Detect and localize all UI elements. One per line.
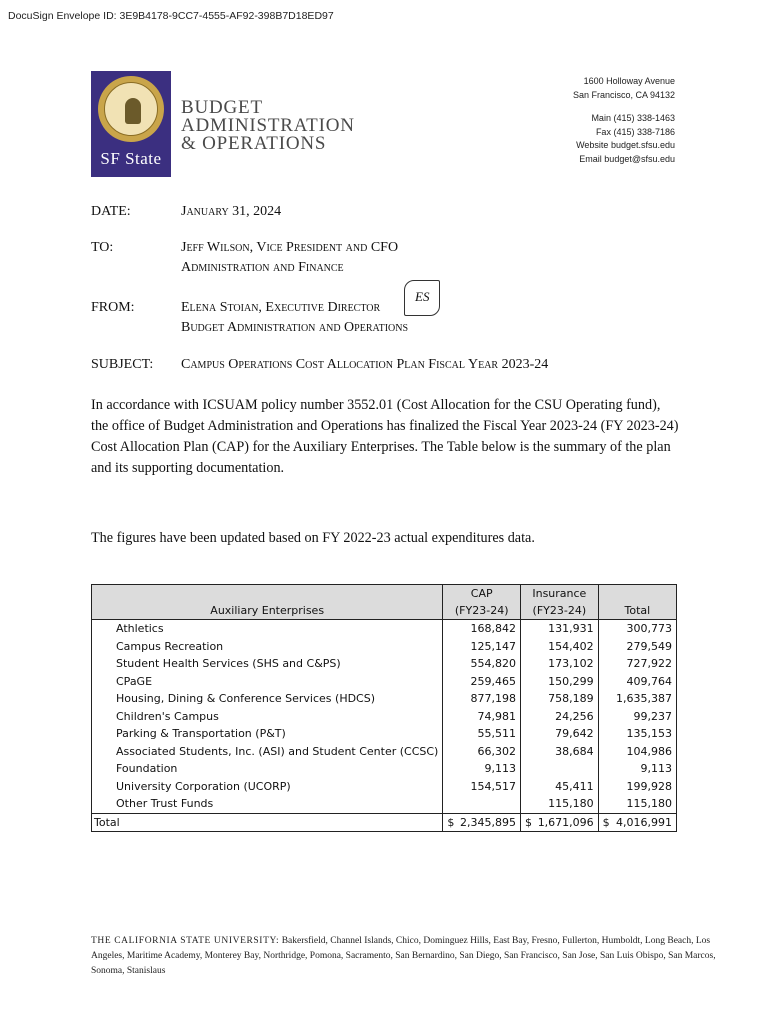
row-insurance: 79,642 [521,725,599,743]
row-name: Housing, Dining & Conference Services (HDCS) [92,690,443,708]
from-label: FROM: [91,300,135,315]
table-total-row [92,813,677,832]
seal-emblem-icon [98,76,164,142]
row-name: Athletics [92,620,443,638]
header-cap: CAP (FY23-24) [443,585,521,620]
dept-line-1: BUDGET [181,97,263,118]
total-total: $ 4,016,991 [598,813,676,832]
from-line: Elena Stoian, Executive Director [181,300,381,315]
dept-line-3: & OPERATIONS [181,133,327,154]
row-insurance: 758,189 [521,690,599,708]
row-cap: 168,842 [443,620,521,638]
initials-signature [404,280,440,316]
row-total: 9,113 [598,760,676,778]
address-line: 1600 Holloway Avenue [583,76,675,86]
row-cap: 125,147 [443,638,521,656]
row-insurance: 131,931 [521,620,599,638]
docusign-envelope-id: DocuSign Envelope ID: 3E9B4178-9CC7-4555-AF92-398B7D18ED97 [8,10,334,22]
row-total: 300,773 [598,620,676,638]
footer-campus-list: Bakersfield, Channel Islands, Chico, Dominguez Hills, East Bay, Fresno, Fullerton, Humboldt, Long Beach, Los Angeles, Maritime Academy, Monterey Bay, Northridge, Pomona, Sacramento, San Bernardino, San Diego, San Francisco, San Jose, San Luis Obispo, San Marcos, Sonoma, Stanislaus [91,936,716,976]
table-row [92,655,677,673]
row-cap: 154,517 [443,778,521,796]
row-name: Children's Campus [92,708,443,726]
row-cap: 877,198 [443,690,521,708]
table-row [92,638,677,656]
row-insurance: 154,402 [521,638,599,656]
row-total: 199,928 [598,778,676,796]
row-name: Parking & Transportation (P&T) [92,725,443,743]
letterhead-address [573,75,675,166]
table-row [92,778,677,796]
row-cap [443,795,521,813]
dept-line-2: ADMINISTRATION [181,115,355,136]
date-label: DATE: [91,204,131,219]
subject-value: Campus Operations Cost Allocation Plan Fiscal Year 2023-24 [181,357,549,372]
table-row [92,725,677,743]
row-total: 135,153 [598,725,676,743]
header-auxiliary-enterprises: Auxiliary Enterprises [92,585,443,620]
to-line: Administration and Finance [181,260,344,275]
footer-campuses [91,934,731,979]
table-row [92,795,677,813]
row-total: 409,764 [598,673,676,691]
row-cap: 55,511 [443,725,521,743]
intro-paragraph: In accordance with ICSUAM policy number 3552.01 (Cost Allocation for the CSU Operating fund), the office of Budget Administration and Operations has finalized the Fiscal Year 2023-24 (FY 2023-24) Cost Allocation Plan (CAP) for the Auxiliary Enterprises. The Table below is the summary of the plan and its supporting documentation. [91,397,679,476]
row-name: Other Trust Funds [92,795,443,813]
row-name: University Corporation (UCORP) [92,778,443,796]
row-cap: 66,302 [443,743,521,761]
date-value: January 31, 2024 [181,204,282,219]
subject-label: SUBJECT: [91,357,154,372]
seal-label: SF State [100,149,162,168]
to-label: TO: [91,240,114,255]
initials-text: ES [415,289,430,304]
row-name: CPaGE [92,673,443,691]
row-insurance: 150,299 [521,673,599,691]
table-header-row [92,585,677,620]
address-line: San Francisco, CA 94132 [572,89,675,100]
row-total: 1,635,387 [598,690,676,708]
contact-email: Email budget@sfsu.edu [579,153,675,164]
from-line: Budget Administration and Operations [181,320,409,335]
sf-state-seal-logo [91,71,171,177]
row-name: Foundation [92,760,443,778]
contact-phone: Main (415) 338-1463 [591,113,675,123]
from-value [181,298,408,338]
row-insurance [521,760,599,778]
row-total: 104,986 [598,743,676,761]
row-cap: 9,113 [443,760,521,778]
row-total: 279,549 [598,638,676,656]
row-total: 727,922 [598,655,676,673]
row-total: 115,180 [598,795,676,813]
row-name: Associated Students, Inc. (ASI) and Student Center (CCSC) [92,743,443,761]
table-row [92,743,677,761]
footer-system-name: THE CALIFORNIA STATE UNIVERSITY: [91,936,280,946]
row-name: Campus Recreation [92,638,443,656]
row-insurance: 38,684 [521,743,599,761]
update-note: The figures have been updated based on FY 2022-23 actual expenditures data. [91,530,535,546]
to-value [181,238,398,278]
row-cap: 259,465 [443,673,521,691]
table-row [92,690,677,708]
table-row [92,673,677,691]
row-total: 99,237 [598,708,676,726]
department-name [181,99,355,153]
header-insurance: Insurance (FY23-24) [521,585,599,620]
to-line: Jeff Wilson, Vice President and CFO [181,240,399,255]
header-total: Total [598,585,676,620]
row-insurance: 173,102 [521,655,599,673]
total-insurance: $ 1,671,096 [521,813,599,832]
row-name: Student Health Services (SHS and C&PS) [92,655,443,673]
row-insurance: 45,411 [521,778,599,796]
row-cap: 74,981 [443,708,521,726]
row-insurance: 115,180 [521,795,599,813]
row-cap: 554,820 [443,655,521,673]
row-insurance: 24,256 [521,708,599,726]
cost-allocation-table [91,584,677,832]
contact-website: Website budget.sfsu.edu [576,140,675,150]
table-row [92,708,677,726]
table-row [92,620,677,638]
contact-fax: Fax (415) 338-7186 [595,126,675,137]
total-label: Total [92,813,443,832]
table-row [92,760,677,778]
total-cap: $ 2,345,895 [443,813,521,832]
